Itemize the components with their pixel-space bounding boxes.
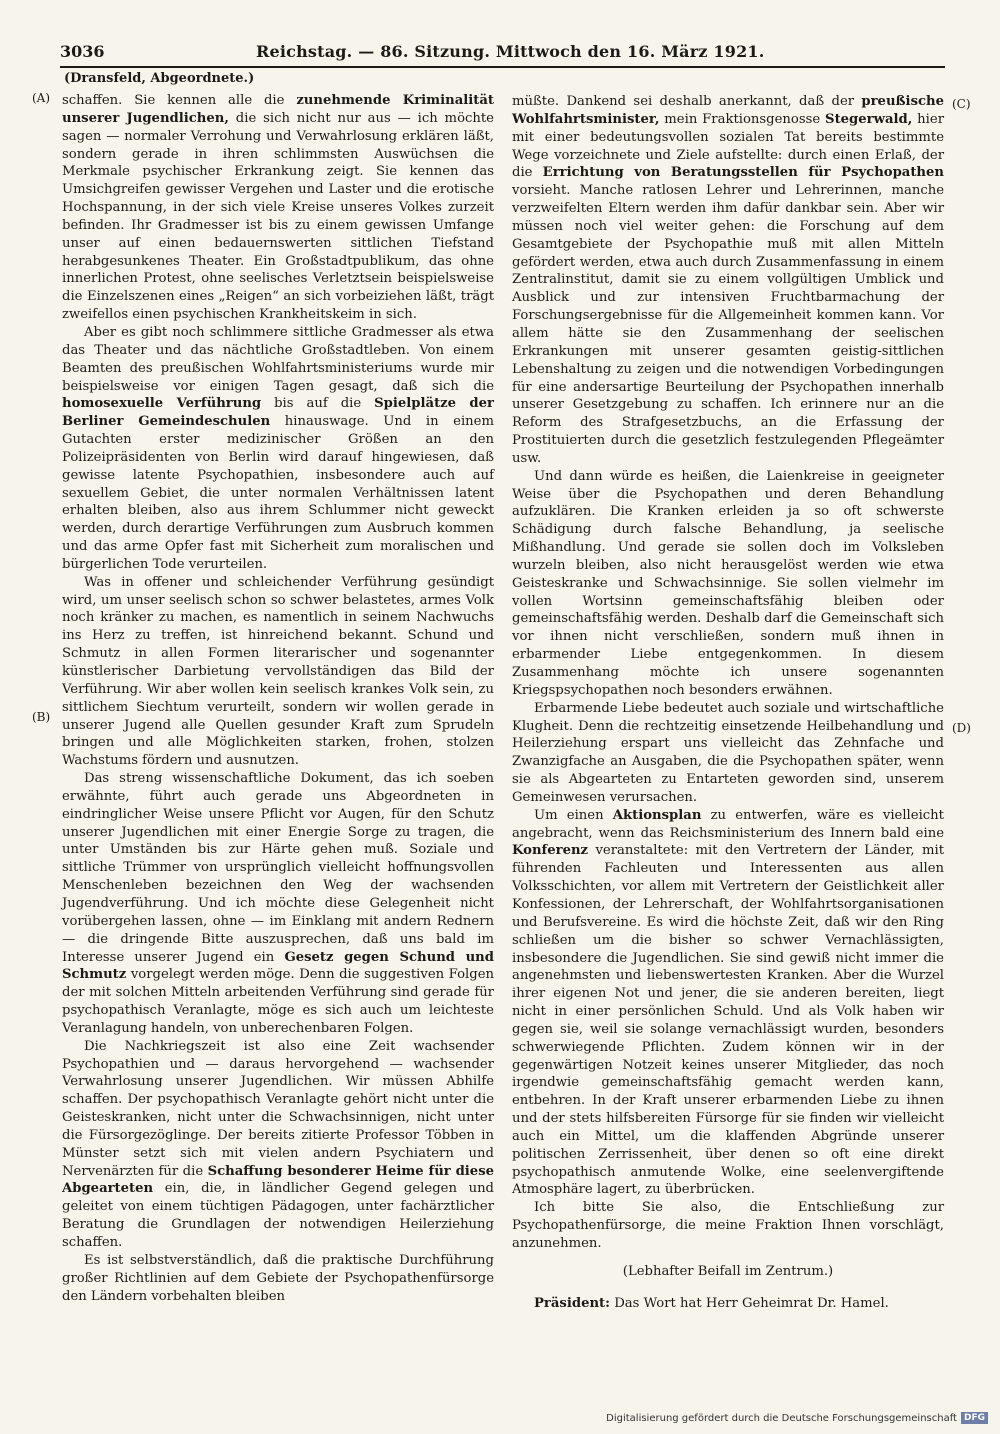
paragraph: schaffen. Sie kennen alle die zunehmende Kriminalität unserer Jugendlichen, die sich nicht nur aus — ich möchte sagen — normaler Verrohung und Verwahrlosung erklären läßt, sondern gerade in ihren schlimmsten Auswüchsen die Merkmale psychischer Erkrankung zeigt. Sie kennen das Umsichgreifen gewisser Vergehen und Laster und die erotische Hochspannung, in der sich viele Kreise unseres Volkes zurzeit befinden. Ihr Gradmesser ist bis zu einem gewissen Umfange unser auf einen bedauernswerten sittlichen Tiefstand herabgesunkenes Theater. Ein Großstadtpublikum, das ohne innerlichen Protest, ohne seelisches Verletztsein beispielsweise die Einzelszenen eines „Reigen“ an sich vorbeiziehen läßt, trägt zweifellos einen psychischen Krankheitskeim in sich. bbox=[62, 93, 495, 323]
paragraph: Die Nachkriegszeit ist also eine Zeit wachsender Psychopathien und — daraus hervorgehend — wachsender Verwahrlosung unserer Jugendlichen. Wir müssen Abhilfe schaffen. Der psychopathisch Veranlagte gehört nicht unter die Geisteskranken, nicht unter die Schwachsinnigen, nicht unter die Fürsorgezöglinge. Der bereits zitierte Professor Többen in Münster setzt sich mit vielen andern Psychiatern und Nervenärzten für die Schaffung besonderer Heime für diese Abgearteten ein, die, in ländlicher Gegend gelegen und geleitet von einem tüchtigen Pädagogen, unter fachärztlicher Beratung die Grundlagen der notwendigen Heilerziehung schaffen. bbox=[62, 1038, 495, 1250]
applause-note: (Lebhafter Beifall im Zentrum.) bbox=[622, 1263, 834, 1279]
margin-marker-a: (A) bbox=[32, 91, 51, 105]
paragraph: Das streng wissenschaftliche Dokument, das ich soeben erwähnte, führt auch gerade uns Abgeordneten in eindringlicher Weise unsere Pflicht vor Augen, für den Schutz unserer Jugendlichen mit einer Energie Sorge zu tragen, die unter Umständen bis zur Härte gehen muß. Soziale und sittliche Trümmer von ursprünglich vielleicht hoffnungsvollen Menschenleben bezeichnen den Weg der wachsenden Jugendverführung. Und ich möchte diese Gelegenheit nicht vorübergehen lassen, ohne — im Einklang mit andern Rednern — die dringende Bitte auszusprechen, daß uns bald im Interesse unserer Jugend ein Gesetz gegen Schund und Schmutz vorgelegt werden möge. Denn die suggestiven Folgen der mit solchen Mitteln arbeitenden Verführung sind gerade für psychopathisch Veranlagte, möge es sich auch um leichteste Veranlagung handeln, von unberechenbaren Folgen. bbox=[62, 771, 494, 1036]
left-column bbox=[62, 92, 494, 1305]
paragraph: Um einen Aktionsplan zu entwerfen, wäre es vielleicht angebracht, wenn das Reichsministerium des Innern bald eine Konferenz veranstaltete: mit den Vertretern der Länder, mit führenden Fachleuten und Interessenten aus allen Volksschichten, vor allem mit Vertretern der Geistlichkeit aller Konfessionen, der Lehrerschaft, der Wohlfahrtsorganisationen und Berufsvereine. Es wird die höchste Zeit, daß wir den Ring schließen um die bisher so schwer Vernachlässigten, insbesondere die Jugendlichen. Sie sind gewiß nicht immer die angenehmsten und liebenswertesten Kranken. Aber die Wurzel ihrer eigenen Not und jener, die sie anderen bereiten, liegt nicht in einer persönlichen Schuld. Und als Volk haben wir gegen sie, weil sie solange vernachlässigt wurden, besonders schwerwiegende Pflichten. Zudem können wir in der gegenwärtigen Notzeit keines unserer Mitglieder, das noch irgendwie gemeinschaftsfähig gemacht werden kann, entbehren. In der Kraft unserer erbarmenden Liebe zu ihnen und der stets hilfsbereiten Fürsorge für sie finden wir vielleicht auch ein Mittel, um die klaffenden Abgründe unserer politischen Zerrissenheit, über denen so oft eine direkt psychopathisch anmutende Wolke, eine seelenvergiftende Atmosphäre lagert, zu überbrücken. bbox=[512, 807, 944, 1198]
margin-marker-d: (D) bbox=[952, 721, 971, 735]
right-column bbox=[512, 93, 944, 1313]
margin-marker-b: (B) bbox=[32, 710, 51, 724]
president-label: Präsident: bbox=[534, 1295, 611, 1311]
paragraph: müßte. Dankend sei deshalb anerkannt, daß der preußische Wohlfahrtsminister, mein Fraktionsgenosse Stegerwald, hier mit einer bedeutungsvollen sozialen Tat bereits bestimmte Wege vorzeichnete und Ziele aufstellte: durch einen Erlaß, der die Errichtung von Beratungsstellen für Psychopathen vorsieht. Manche ratlosen Lehrer und Lehrerinnen, manche verzweifelten Eltern werden ihm dafür dankbar sein. Aber wir müssen noch viel weiter gehen: die Forschung auf dem Gesamtgebiete der Psychopathie muß mit allen Mitteln gefördert werden, etwa auch durch Zusammenfassung in einem Zentralinstitut, damit sie zu einem vollgültigen Umblick und Ausblick und zur intensiven Fruchtbarmachung der Forschungsergebnisse für die Allgemeinheit kommen kann. Vor allem hätte sie den Zusammenhang der seelischen Erkrankungen mit unserer gesamten geistig-sittlichen Lebenshaltung zu zeigen und die notwendigen Vorbedingungen für eine andersartige Beurteilung der Psychopathen innerhalb unserer Gesetzgebung zu schaffen. Ich erinnere nur an die Reform des Strafgesetzbuchs, an die Erfassung der Prostituierten durch die gesetzlich festzulegenden Pflegeämter usw. bbox=[512, 94, 945, 466]
paragraph: Es ist selbstverständlich, daß die praktische Durchführung großer Richtlinien auf dem Gebiete der Psychopathenfürsorge den Ländern vorbehalten bleiben bbox=[62, 1252, 494, 1304]
paragraph: Ich bitte Sie also, die Entschließung zur Psychopathenfürsorge, die meine Fraktion Ihnen vorschlägt, anzunehmen. bbox=[512, 1200, 944, 1251]
paragraph: Und dann würde es heißen, die Laienkreise in geeigneter Weise über die Psychopathen und deren Behandlung aufzuklären. Die Kranken erleiden ja so oft schwerste Schädigung durch falsche Behandlung, ja seelische Mißhandlung. Und gerade sie sollen doch im Volksleben wurzeln bleiben, also nicht herausgelöst werden wie etwa Geisteskranke und Schwachsinnige. Sie sollen vielmehr im vollen Wortsinn gemeinschaftsfähig bleiben oder gemeinschaftsfähig werden. Deshalb darf die Gemeinschaft sich vor ihnen nicht verschließen, sondern muß ihnen in erbarmender Liebe entgegenkommen. In diesem Zusammenhang möchte ich unsere sogenannten Kriegspsychopathen noch besonders erwähnen. bbox=[512, 468, 944, 698]
speaker-note: (Dransfeld, Abgeordnete.) bbox=[64, 71, 255, 86]
paragraph: Erbarmende Liebe bedeutet auch soziale und wirtschaftliche Klugheit. Denn die rechtzeitig einsetzende Heilbehandlung und Heilerziehung erspart uns vielleicht das Zehnfache und Zwanzigfache an Ausgaben, die die Psychopathen später, wenn sie als Abgearteten zu Entarteten geworden sind, unserem Gemeinwesen verursachen. bbox=[512, 700, 944, 805]
page-number: 3036 bbox=[60, 42, 105, 61]
page-header bbox=[60, 38, 945, 68]
running-title: Reichstag. — 86. Sitzung. Mittwoch den 16. März 1921. bbox=[256, 42, 765, 61]
footer-text: Digitalisierung gefördert durch die Deutsche Forschungsgemeinschaft bbox=[606, 1412, 957, 1424]
paragraph: Aber es gibt noch schlimmere sittliche Gradmesser als etwa das Theater und das nächtliche Großstadtleben. Von einem Beamten des preußischen Wohlfahrtsministeriums wurde mir beispielsweise vor einigen Tagen gesagt, daß sich die homosexuelle Verführung bis auf die Spielplätze der Berliner Gemeindeschulen hinauswage. Und in einem Gutachten erster medizinischer Größen an den Polizeipräsidenten von Berlin wird darauf hingewiesen, daß gewisse latente Psychopathien, insbesondere auch auf sexuellem Gebiet, die unter normalen Verhältnissen latent erhalten bleiben, also aus ihrem Schlummer nicht geweckt werden, durch derartige Verführungen zum Ausbruch kommen und das arme Opfer fast mit Sicherheit zum moralischen und bürgerlichen Tode verurteilen. bbox=[62, 324, 494, 572]
paragraph: Was in offener und schleichender Verführung gesündigt wird, um unser seelisch schon so schwer belastetes, armes Volk noch kränker zu machen, es namentlich in seinem Nachwuchs ins Herz zu treffen, ist hinreichend bekannt. Schund und Schmutz in allen Formen literarischer und sogenannter künstlerischer Darbietung vervollständigen das Bild der Verführung. Wir aber wollen kein seelisch krankes Volk sein, zu sittlichem Siechtum verurteilt, sondern wir wollen gerade in unserer Jugend alle Quellen gesunder Kraft zum Sprudeln bringen und alle Möglichkeiten starken, frohen, stolzen Wachstums fördern und ausnutzen. bbox=[62, 574, 494, 769]
footer bbox=[606, 1412, 988, 1424]
margin-marker-c: (C) bbox=[952, 97, 971, 111]
dfg-logo: DFG bbox=[961, 1412, 988, 1424]
president-statement: Präsident: Das Wort hat Herr Geheimrat Dr. Hamel. bbox=[534, 1295, 889, 1311]
